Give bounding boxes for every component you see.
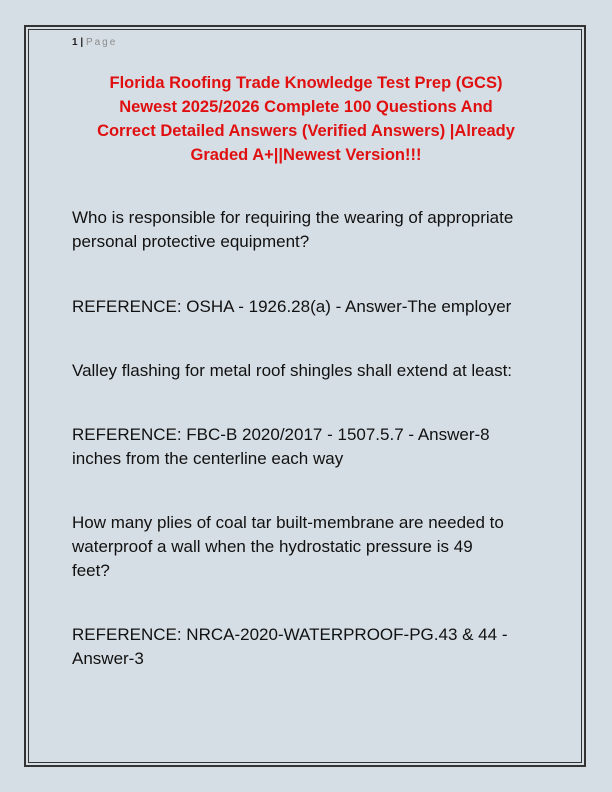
answer-1-line: REFERENCE: OSHA - 1926.28(a) - Answer-The employer xyxy=(72,297,512,316)
page-word: Page xyxy=(85,37,118,48)
answer-2-line: inches from the centerline each way xyxy=(72,449,344,468)
question-2 xyxy=(72,359,552,383)
page-number-header xyxy=(72,37,117,49)
title-line: Newest 2025/2026 Complete 100 Questions And xyxy=(119,98,493,116)
answer-2-line: REFERENCE: FBC-B 2020/2017 - 1507.5.7 - Answer-8 xyxy=(72,425,490,444)
answer-2 xyxy=(72,423,552,471)
question-2-line: Valley flashing for metal roof shingles shall extend at least: xyxy=(72,361,513,380)
question-3-line: How many plies of coal tar built-membrane are needed to xyxy=(72,513,504,532)
document-title xyxy=(60,71,552,167)
answer-3-line: Answer-3 xyxy=(72,649,144,668)
question-3 xyxy=(72,511,552,583)
title-line: Graded A+||Newest Version!!! xyxy=(190,146,422,164)
question-1-line: Who is responsible for requiring the wearing of appropriate xyxy=(72,208,514,227)
question-3-line: feet? xyxy=(72,561,110,580)
question-1 xyxy=(72,206,552,254)
answer-1 xyxy=(72,295,552,319)
title-line: Correct Detailed Answers (Verified Answers) |Already xyxy=(97,122,515,140)
answer-3-line: REFERENCE: NRCA-2020-WATERPROOF-PG.43 & 44 - xyxy=(72,625,508,644)
page-separator: | xyxy=(80,37,84,48)
question-3-line: waterproof a wall when the hydrostatic pressure is 49 xyxy=(72,537,473,556)
question-1-line: personal protective equipment? xyxy=(72,232,310,251)
page-number: 1 xyxy=(72,37,78,48)
answer-3 xyxy=(72,623,552,671)
title-line: Florida Roofing Trade Knowledge Test Prep (GCS) xyxy=(109,74,503,92)
